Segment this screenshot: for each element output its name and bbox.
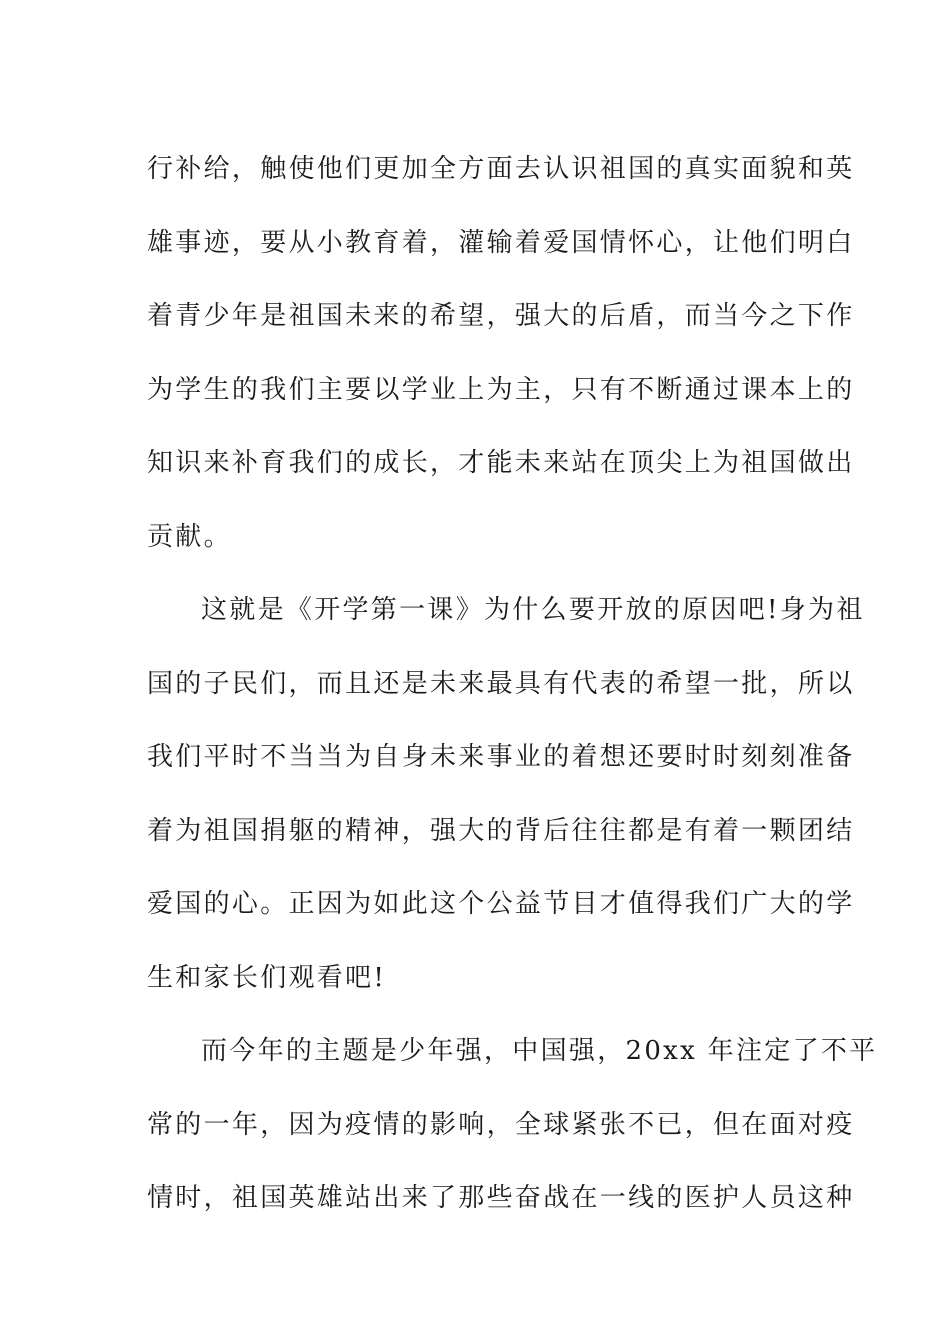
text-line: 常的一年，因为疫情的影响，全球紧张不已，但在面对疫 xyxy=(147,1109,855,1140)
text-line: 着为祖国捐躯的精神，强大的背后往往都是有着一颗团结 xyxy=(147,815,855,846)
text-line: 国的子民们，而且还是未来最具有代表的希望一批，所以 xyxy=(147,668,855,699)
text-line: 我们平时不当当为自身未来事业的着想还要时时刻刻准备 xyxy=(147,742,855,772)
text-line: 雄事迹，要从小教育着，灌输着爱国情怀心，让他们明白 xyxy=(147,227,855,258)
paragraph-start-line: 而今年的主题是少年强，中国强，20xx 年注定了不平 xyxy=(201,1036,878,1066)
text-line: 行补给，触使他们更加全方面去认识祖国的真实面貌和英 xyxy=(147,154,855,184)
body-text xyxy=(147,133,878,1236)
paragraph-start-line: 这就是《开学第一课》为什么要开放的原因吧!身为祖 xyxy=(201,595,865,625)
text-line: 贡献。 xyxy=(147,521,232,552)
text-line: 生和家长们观看吧! xyxy=(147,962,387,993)
text-line: 着青少年是祖国未来的希望，强大的后盾，而当今之下作 xyxy=(147,301,855,331)
text-line: 爱国的心。正因为如此这个公益节目才值得我们广大的学 xyxy=(147,889,855,919)
text-line: 情时，祖国英雄站出来了那些奋战在一线的医护人员这种 xyxy=(147,1183,855,1213)
text-line: 知识来补育我们的成长，才能未来站在顶尖上为祖国做出 xyxy=(147,448,855,478)
text-line: 为学生的我们主要以学业上为主，只有不断通过课本上的 xyxy=(147,374,855,405)
